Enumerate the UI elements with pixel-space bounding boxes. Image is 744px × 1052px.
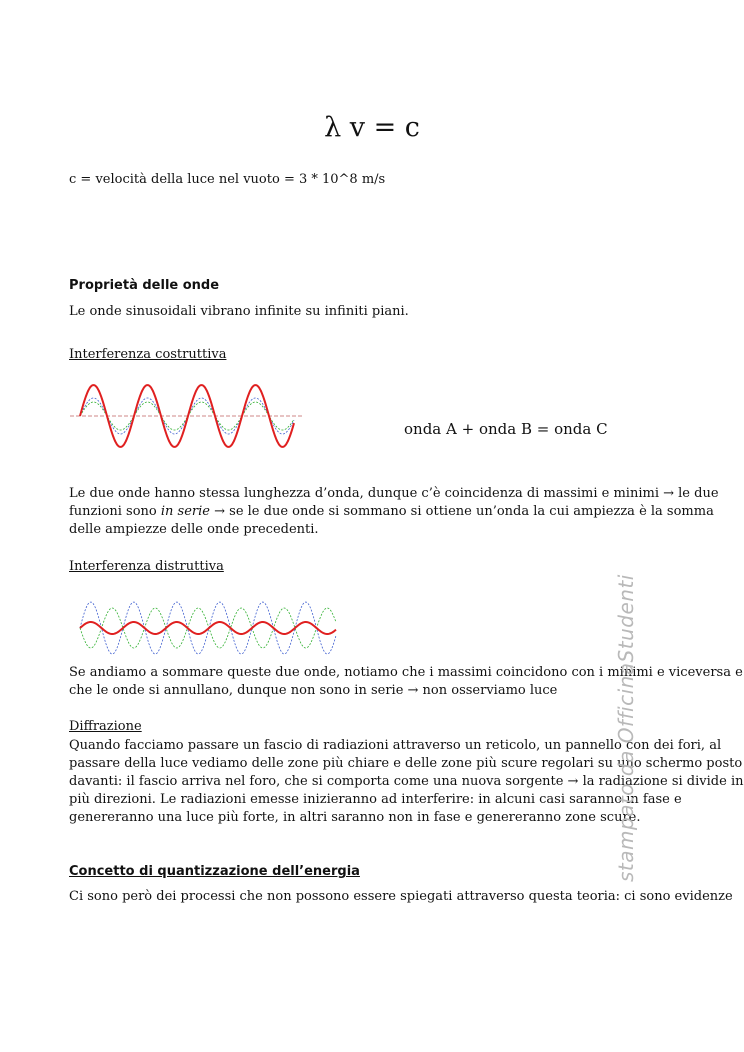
diffraction-text-line-4: più direzioni. Le radiazioni emesse inizieranno ad interferire: in alcuni casi saranno in fase e bbox=[69, 792, 682, 807]
light-speed-definition: c = velocità della luce nel vuoto = 3 * 10^8 m/s bbox=[69, 172, 386, 187]
subheading-diffraction: Diffrazione bbox=[69, 719, 142, 734]
quantization-text: Ci sono però dei processi che non possono essere spiegati attraverso questa teoria: ci sono evidenze bbox=[69, 889, 733, 904]
constructive-text-line-3: delle ampiezze delle onde precedenti. bbox=[69, 522, 319, 537]
properties-text: Le onde sinusoidali vibrano infinite su infiniti piani. bbox=[69, 304, 409, 319]
section-heading-quantization: Concetto di quantizzazione dell’energia bbox=[69, 864, 360, 879]
diffraction-text-line-5: genereranno una luce più forte, in altri saranno non in fase e genereranno zone scure. bbox=[69, 810, 641, 825]
wave-formula: λ v = c bbox=[324, 112, 420, 143]
destructive-text-line-1: Se andiamo a sommare queste due onde, notiamo che i massimi coincidono con i minimi e viceversa e bbox=[69, 665, 743, 680]
wave-resultant-red bbox=[80, 622, 336, 634]
watermark: stampato da OfficinaStudenti bbox=[614, 574, 638, 882]
diffraction-text-line-1: Quando facciamo passare un fascio di radiazioni attraverso un reticolo, un pannello con dei fori, al bbox=[69, 738, 722, 753]
constructive-text-line-1: Le due onde hanno stessa lunghezza d’onda, dunque c’è coincidenza di massimi e minimi → le due bbox=[69, 486, 719, 501]
subheading-destructive: Interferenza distruttiva bbox=[69, 559, 224, 574]
wave-sum-equation: onda A + onda B = onda C bbox=[404, 420, 608, 438]
destructive-interference-diagram bbox=[76, 596, 340, 660]
diffraction-text-line-3: davanti: il fascio arriva nel foro, che si comporta come una nuova sorgente → la radiazione si divide in bbox=[69, 774, 744, 789]
constructive-interference-diagram bbox=[68, 380, 308, 452]
constructive-text-line-2: funzioni sono in serie → se le due onde si sommano si ottiene un’onda la cui ampiezza è la somma bbox=[69, 504, 714, 519]
subheading-constructive: Interferenza costruttiva bbox=[69, 347, 227, 362]
diffraction-text-line-2: passare della luce vediamo delle zone più chiare e delle zone più scure regolari su uno schermo posto bbox=[69, 756, 743, 771]
destructive-text-line-2: che le onde si annullano, dunque non sono in serie → non osserviamo luce bbox=[69, 683, 558, 698]
section-heading-properties: Proprietà delle onde bbox=[69, 278, 220, 293]
